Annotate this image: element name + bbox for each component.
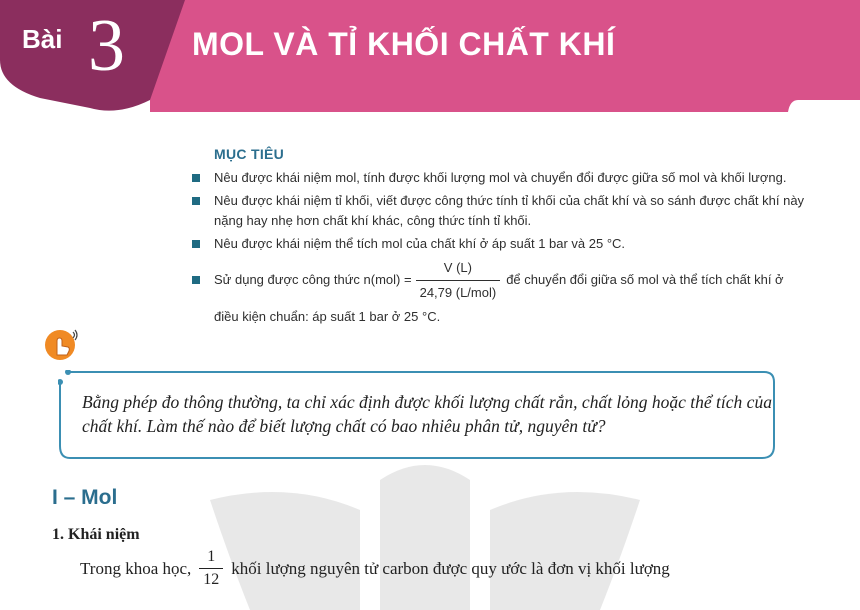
fraction-numerator: 1	[207, 548, 216, 565]
section-heading: I – Mol	[52, 486, 118, 509]
objective-item	[190, 168, 830, 188]
bullet-icon	[192, 174, 200, 182]
body-prefix: Trong khoa học,	[80, 558, 192, 578]
objectives-section	[190, 146, 830, 330]
formula-prefix: Sử dụng được công thức n(mol) =	[214, 272, 412, 287]
objective-text: Nêu được khái niệm tỉ khối, viết được công thức tính tỉ khối của chất khí và so sánh được chất khí này nặng hay nhẹ hơn chất khí khác, công thức tính tỉ khối.	[214, 193, 805, 228]
hand-pointer-icon	[44, 326, 80, 362]
objectives-heading: MỤC TIÊU	[214, 146, 285, 162]
formula-numerator: V (L)	[443, 259, 472, 275]
bullet-icon	[192, 276, 200, 284]
lesson-banner	[0, 0, 860, 112]
bullet-icon	[192, 240, 200, 248]
bullet-icon	[192, 197, 200, 205]
objective-item	[190, 234, 830, 254]
objective-text: Nêu được khái niệm mol, tính được khối lượng mol và chuyển đổi được giữa số mol và khối lượng.	[214, 170, 787, 185]
lesson-number: 3	[88, 5, 125, 87]
formula-suffix: để chuyển đổi giữa số mol và thể tích chất khí ở	[506, 272, 784, 287]
fraction-denominator: 12	[199, 568, 223, 589]
body-fraction	[199, 548, 223, 589]
formula-denominator: 24,79 (L/mol)	[416, 280, 501, 303]
body-paragraph	[80, 548, 840, 589]
formula-fraction	[416, 258, 501, 303]
objective-text: Nêu được khái niệm thể tích mol của chất khí ở áp suất 1 bar và 25 °C.	[214, 236, 626, 251]
subsection-heading: 1. Khái niệm	[52, 526, 140, 543]
formula-line	[214, 257, 830, 303]
question-text: Bằng phép đo thông thường, ta chỉ xác định được khối lượng chất rắn, chất lỏng hoặc thể tích của chất khí. Làm thế nào để biết lượng chất có bao nhiêu phân tử, nguyên tử?	[82, 392, 772, 436]
objective-item-formula	[190, 257, 830, 327]
body-suffix: khối lượng nguyên tử carbon được quy ước là đơn vị khối lượng	[231, 558, 670, 578]
lesson-title: MOL VÀ TỈ KHỐI CHẤT KHÍ	[192, 26, 616, 62]
objective-item	[190, 191, 830, 231]
lesson-label: Bài	[22, 24, 63, 54]
formula-continuation: điều kiện chuẩn: áp suất 1 bar ở 25 °C.	[214, 309, 441, 324]
